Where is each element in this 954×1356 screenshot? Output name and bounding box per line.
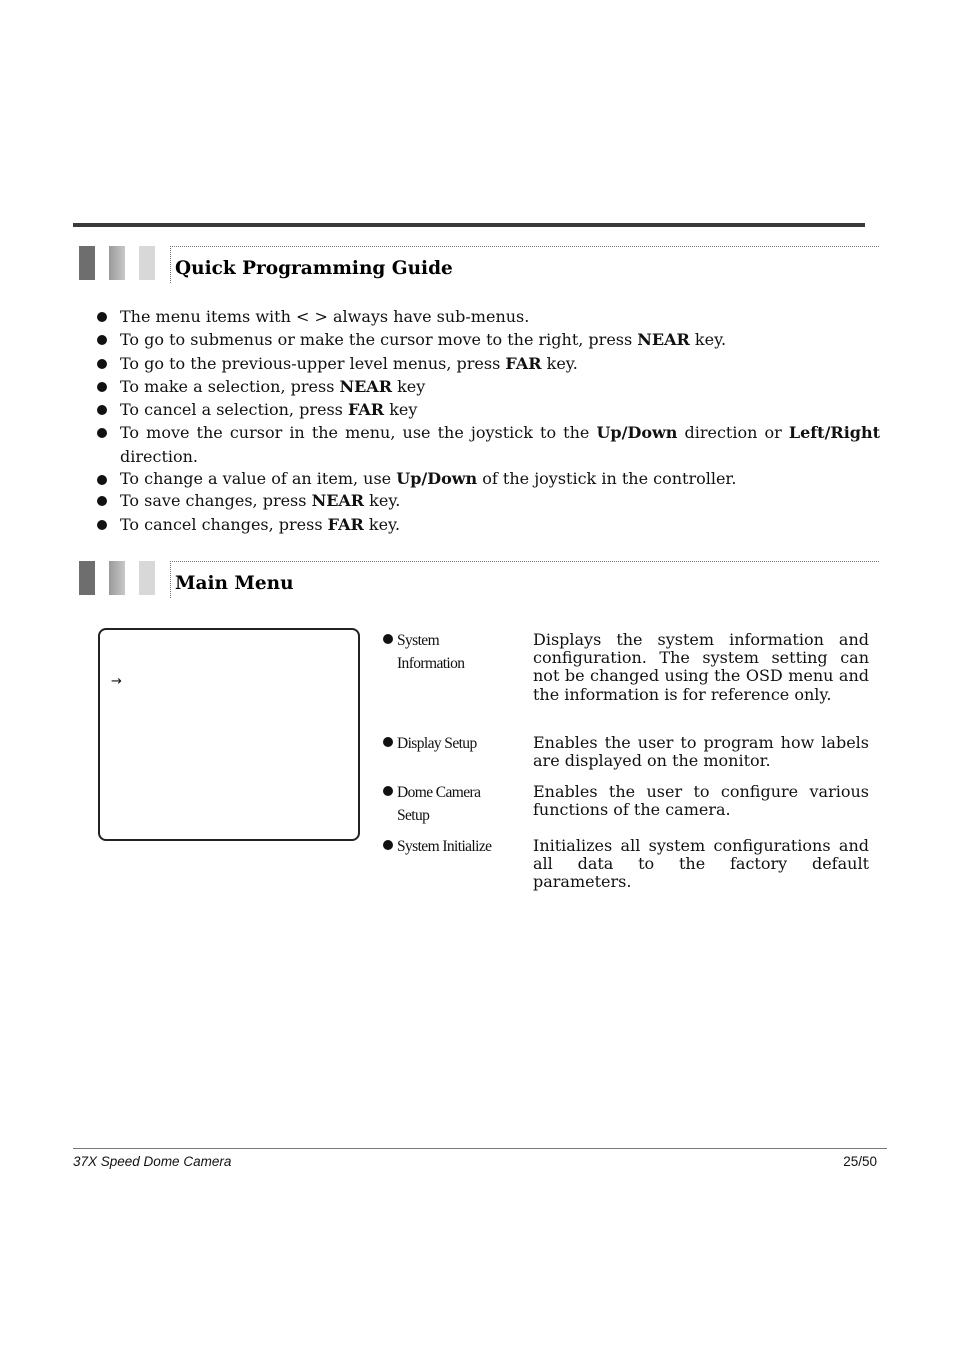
menu-item-description: Enables the user to configure various functions of the camera. <box>533 782 869 820</box>
item-text: To go to submenus or make the cursor move to the right, press <box>120 330 638 350</box>
list-item <box>96 489 880 512</box>
item-text: key. <box>541 353 578 373</box>
item-text: key. <box>364 491 401 511</box>
item-text: To cancel a selection, press <box>120 400 348 420</box>
guide-list <box>96 305 880 536</box>
list-item <box>96 398 880 421</box>
item-text: key <box>392 376 426 396</box>
menu-item-description: Initializes all system configurations and all data to the factory default parameters. <box>533 836 869 892</box>
list-item <box>96 513 880 536</box>
section-bars-icon <box>79 246 159 282</box>
item-text: key. <box>363 514 401 534</box>
item-text: To move the cursor in the menu, use the joystick to the <box>120 423 597 443</box>
bullet-icon <box>383 786 393 796</box>
section-title: Main Menu <box>175 573 294 594</box>
key-name: FAR <box>505 353 542 373</box>
cursor-arrow-icon: → <box>111 674 122 689</box>
item-text: To change a value of an item, use <box>120 469 397 489</box>
bullet-icon <box>383 840 393 850</box>
menu-item-label: Information <box>397 655 465 672</box>
footer-rule <box>73 1148 887 1149</box>
section-header-quick-guide <box>79 246 879 282</box>
bullet-icon <box>383 634 393 644</box>
item-text: direction or <box>677 423 789 443</box>
menu-item-label: Dome Camera <box>397 784 481 801</box>
menu-item-label: System <box>397 632 440 649</box>
bullet-icon <box>383 737 393 747</box>
list-item <box>96 352 880 375</box>
menu-item-label: Setup <box>397 807 430 824</box>
page-number: 25/50 <box>843 1154 877 1169</box>
key-name: FAR <box>327 514 364 534</box>
key-name: Up/Down <box>596 423 678 443</box>
menu-item-label: System Initialize <box>397 838 492 855</box>
item-text: To save changes, press <box>120 491 312 511</box>
key-name: FAR <box>347 400 385 420</box>
key-name: NEAR <box>637 330 690 350</box>
list-item <box>96 305 880 328</box>
item-text: To go to the previous-upper level menus, press <box>120 353 506 373</box>
item-text: of the joystick in the controller. <box>477 469 737 489</box>
list-item <box>96 328 880 351</box>
key-name: NEAR <box>339 376 393 396</box>
menu-item-description: Enables the user to program how labels are displayed on the monitor. <box>533 733 869 771</box>
menu-item-description: Displays the system information and configuration. The system setting can not be changed using the OSD menu and the information is for reference only. <box>533 630 869 704</box>
top-rule <box>73 223 865 227</box>
item-text: The menu items with < > always have sub-menus. <box>120 307 530 326</box>
section-title: Quick Programming Guide <box>175 258 453 279</box>
menu-item-label: Display Setup <box>397 735 477 752</box>
item-text: direction. <box>120 446 199 466</box>
item-text: To make a selection, press <box>120 376 340 396</box>
key-name: Up/Down <box>396 469 478 489</box>
section-header-main-menu <box>79 561 879 597</box>
list-item <box>96 421 880 468</box>
list-item <box>96 468 880 489</box>
section-bars-icon <box>79 561 159 597</box>
osd-menu-screen <box>98 628 360 841</box>
key-name: NEAR <box>311 491 365 511</box>
key-name: Left/Right <box>788 423 880 443</box>
item-text: key. <box>689 330 727 350</box>
footer-title: 37X Speed Dome Camera <box>73 1154 232 1169</box>
item-text: key <box>384 400 418 420</box>
list-item <box>96 375 880 398</box>
item-text: To cancel changes, press <box>120 514 328 534</box>
